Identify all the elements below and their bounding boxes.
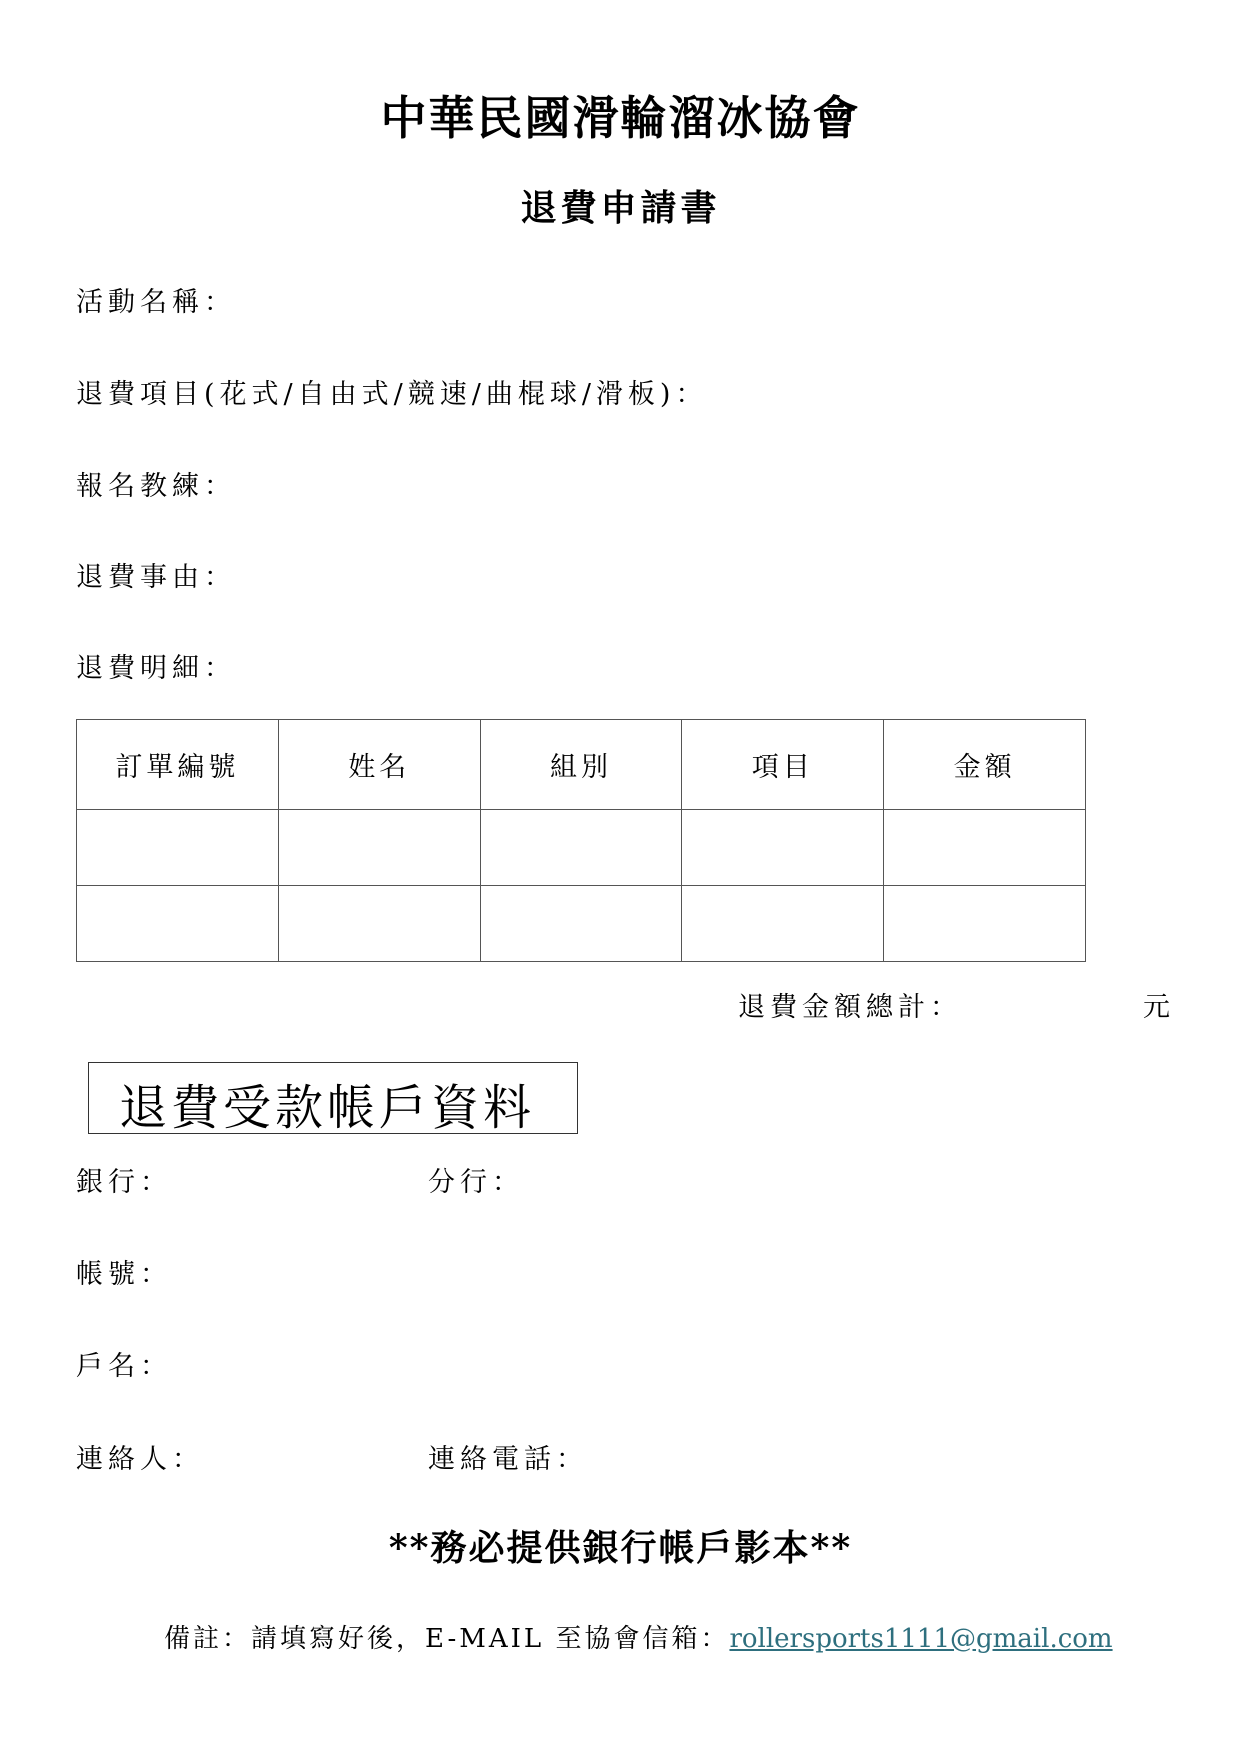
refund-detail-label: 退費明細： xyxy=(76,653,236,684)
table-cell[interactable] xyxy=(480,886,682,962)
table-cell[interactable] xyxy=(682,810,884,886)
organization-title: 中華民國滑輪溜冰協會 xyxy=(380,91,861,145)
header-amount: 金額 xyxy=(884,720,1086,810)
form-title: 退費申請書 xyxy=(520,187,721,229)
email-link[interactable]: rollersports1111@gmail.com xyxy=(729,1624,1113,1654)
table-cell[interactable] xyxy=(480,810,682,886)
table-cell[interactable] xyxy=(278,810,480,886)
table-cell[interactable] xyxy=(278,886,480,962)
table-header-row xyxy=(77,720,1086,810)
table-cell[interactable] xyxy=(884,810,1086,886)
refund-reason-label: 退費事由： xyxy=(76,562,236,593)
account-section-title: 退費受款帳戶資料 xyxy=(119,1080,536,1136)
remark-text: 備註：請填寫好後，E-MAIL 至協會信箱： xyxy=(164,1624,730,1654)
header-name: 姓名 xyxy=(278,720,480,810)
contact-person-label: 連絡人： xyxy=(76,1444,204,1475)
header-item: 項目 xyxy=(682,720,884,810)
refund-total-label: 退費金額總計： xyxy=(738,992,962,1023)
table-cell[interactable] xyxy=(77,886,279,962)
contact-phone-label: 連絡電話： xyxy=(428,1444,588,1475)
account-holder-label: 戶名： xyxy=(76,1351,172,1382)
table-cell[interactable] xyxy=(77,810,279,886)
header-order-number: 訂單編號 xyxy=(77,720,279,810)
account-number-label: 帳號： xyxy=(76,1259,172,1290)
account-section-heading-box xyxy=(88,1062,578,1134)
header-group: 組別 xyxy=(480,720,682,810)
bank-copy-notice: **務必提供銀行帳戶影本** xyxy=(388,1527,853,1569)
branch-label: 分行： xyxy=(428,1167,524,1198)
coach-label: 報名教練： xyxy=(76,471,236,502)
refund-item-label: 退費項目(花式/自由式/競速/曲棍球/滑板)： xyxy=(76,379,708,410)
table-row xyxy=(77,886,1086,962)
table-row xyxy=(77,810,1086,886)
refund-total-unit: 元 xyxy=(1143,992,1170,1023)
table-cell[interactable] xyxy=(682,886,884,962)
refund-detail-table xyxy=(76,719,1086,962)
table-cell[interactable] xyxy=(884,886,1086,962)
bank-label: 銀行： xyxy=(76,1167,172,1198)
remark-line xyxy=(164,1618,1113,1655)
activity-name-label: 活動名稱： xyxy=(76,287,236,318)
